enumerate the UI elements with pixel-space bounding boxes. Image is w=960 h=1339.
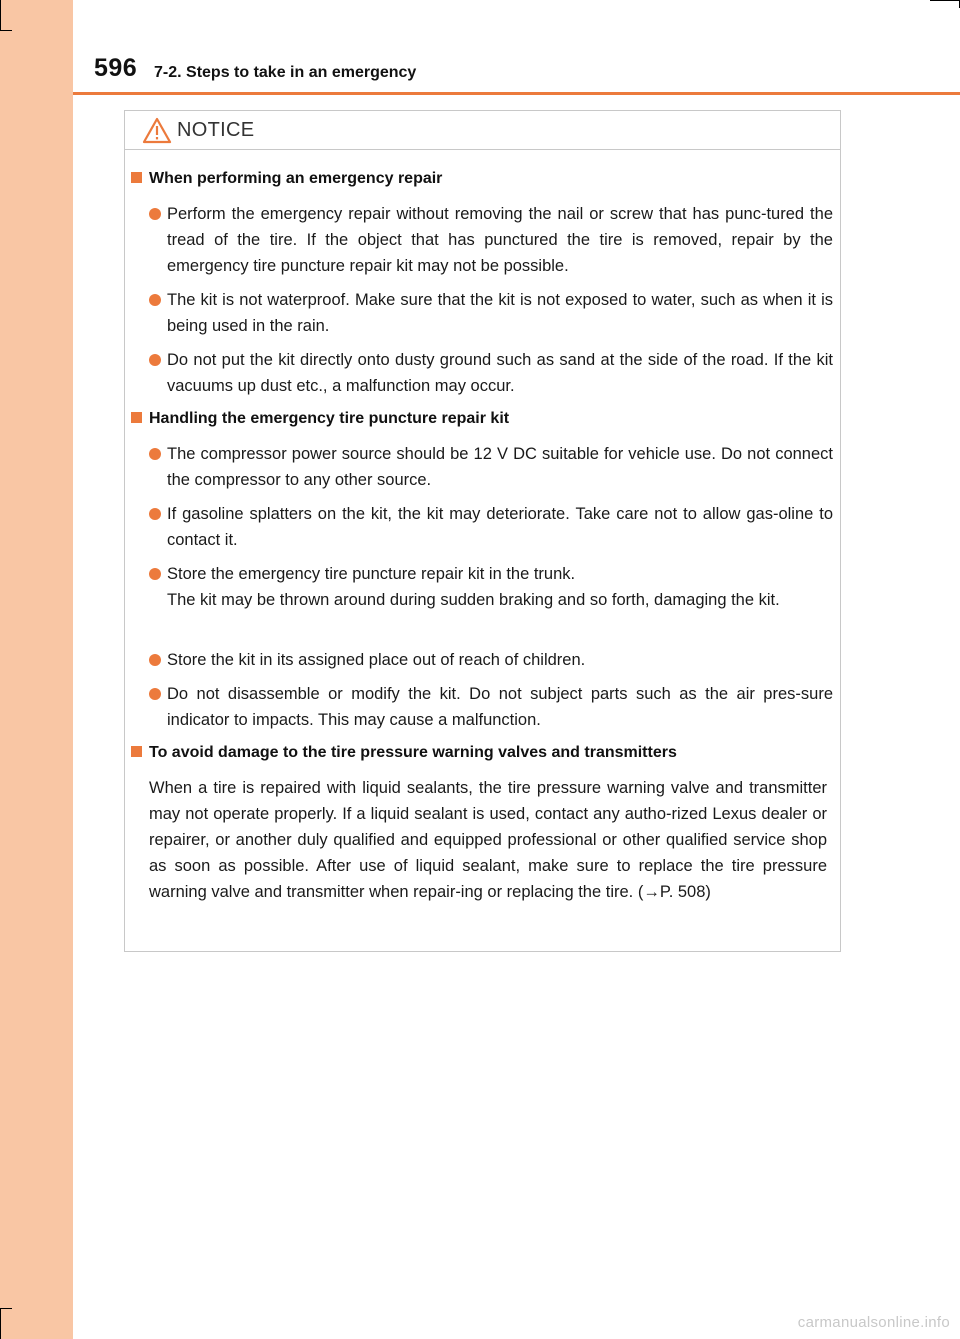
list-item: Do not put the kit directly onto dusty ground such as sand at the side of the road. If the kit vacuums up dust etc., a malfunction may occur.: [147, 347, 833, 399]
list-item: If gasoline splatters on the kit, the kit may deteriorate. Take care not to allow gas-oline to contact it.: [147, 501, 833, 553]
crop-mark: [930, 0, 960, 1]
bullet-icon: [149, 208, 161, 220]
list-item: Do not disassemble or modify the kit. Do not subject parts such as the air pres-sure indicator to impacts. This may cause a malfunction.: [147, 681, 833, 733]
crop-mark: [0, 0, 1, 30]
list-item: Store the kit in its assigned place out of reach of children.: [147, 647, 833, 673]
section-heading: When performing an emergency repair: [131, 170, 442, 188]
list-item: Perform the emergency repair without removing the nail or screw that has punc-tured the tread of the tire. If the object that has punctured the tire is removed, repair by the emergency tire puncture repair kit may not be possible.: [147, 201, 833, 279]
paragraph: When a tire is repaired with liquid sealants, the tire pressure warning valve and transmitter may not operate properly. If a liquid sealant is used, contact any autho-rized Lexus dealer or repairer, or another duly qualified and equipped professional or other qualified service shop as soon as possible. After use of liquid sealant, make sure to replace the tire pressure warning valve and transmitter when repair-ing or replacing the tire. (→P. 508): [149, 779, 827, 901]
square-bullet-icon: [131, 746, 142, 757]
bullet-icon: [149, 688, 161, 700]
header-rule: [73, 92, 960, 95]
bullet-icon: [149, 508, 161, 520]
bullet-icon: [149, 294, 161, 306]
section-heading: To avoid damage to the tire pressure warning valves and transmitters: [131, 744, 677, 762]
square-bullet-icon: [131, 412, 142, 423]
warning-icon: [142, 117, 172, 144]
watermark: carmanualsonline.info: [797, 1314, 950, 1331]
crop-mark: [0, 1308, 12, 1309]
bullet-icon: [149, 448, 161, 460]
notice-box: [124, 110, 841, 952]
notice-header: [125, 111, 840, 150]
crop-mark: [0, 30, 12, 31]
bullet-icon: [149, 568, 161, 580]
bullet-icon: [149, 654, 161, 666]
crop-mark: [0, 1308, 1, 1339]
list-item: The kit is not waterproof. Make sure that the kit is not exposed to water, such as when it is being used in the rain.: [147, 287, 833, 339]
list-item: The compressor power source should be 12 V DC suitable for vehicle use. Do not connect the compressor to any other source.: [147, 441, 833, 493]
notice-title: NOTICE: [177, 119, 255, 141]
page-number: 596: [94, 54, 138, 82]
section-title: 7-2. Steps to take in an emergency: [154, 64, 417, 81]
list-item: Store the emergency tire puncture repair kit in the trunk. The kit may be thrown around during sudden braking and so forth, damaging the kit.: [147, 561, 833, 613]
square-bullet-icon: [131, 172, 142, 183]
chapter-sidebar-tab: [0, 0, 73, 1339]
section-heading: Handling the emergency tire puncture repair kit: [131, 410, 509, 428]
bullet-icon: [149, 354, 161, 366]
